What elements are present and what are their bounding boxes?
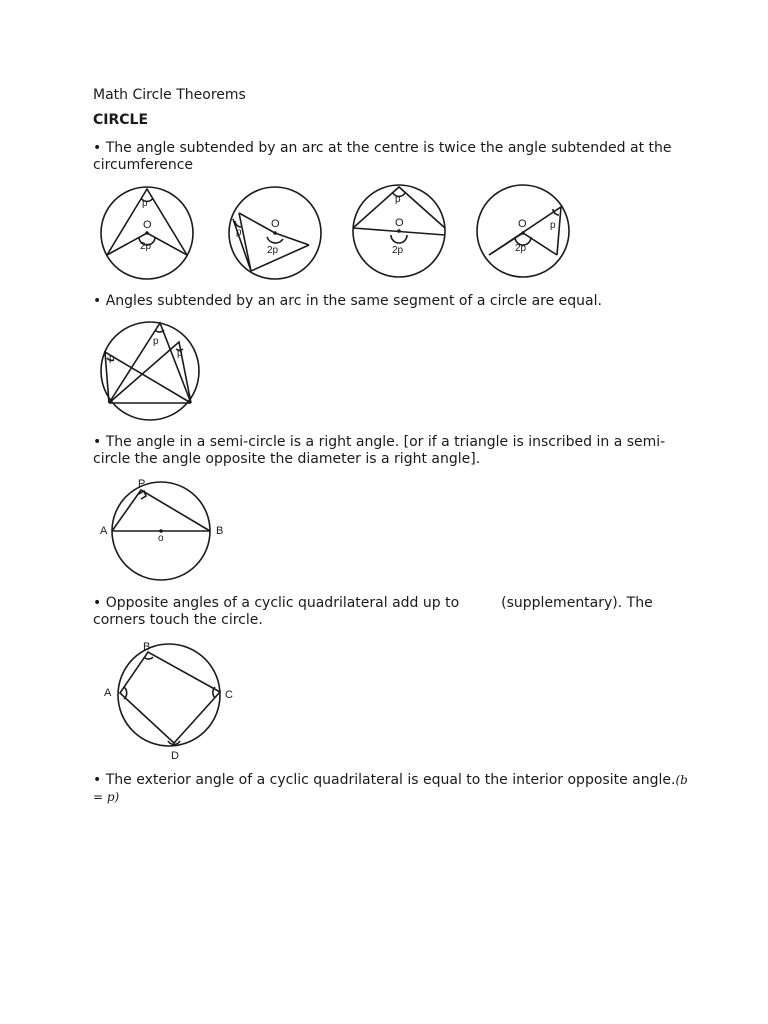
angle-label-2p: 2p bbox=[515, 243, 527, 254]
angle-label-2p: 2p bbox=[392, 245, 404, 256]
theorem-centre-angle-text: • The angle subtended by an arc at the centre is twice the angle subtended at the circumference bbox=[93, 140, 672, 173]
angle-label-p: p bbox=[153, 336, 159, 347]
theorem-exterior-angle-text bbox=[93, 772, 693, 806]
centre-label: O bbox=[395, 217, 404, 229]
theorem-cyclic-quadrilateral-text bbox=[93, 595, 693, 629]
point-label-d: D bbox=[171, 750, 179, 762]
point-label-c: C bbox=[225, 689, 233, 701]
centre-angle-diagram-3 bbox=[353, 185, 445, 277]
angle-label-p: p bbox=[236, 227, 242, 238]
centre-label: O bbox=[271, 218, 280, 230]
centre-label: O bbox=[143, 219, 152, 231]
centre-angle-diagrams bbox=[95, 183, 585, 283]
exterior-angle-equation: (b = p) bbox=[93, 773, 688, 804]
centre-label: o bbox=[158, 533, 164, 544]
centre-label: O bbox=[518, 218, 527, 230]
point-label-a: A bbox=[100, 525, 108, 537]
point-label-b: B bbox=[143, 641, 151, 653]
cyclic-quadrilateral-text-end: (supplementary). The corners touch the circle. bbox=[93, 595, 653, 628]
section-heading: CIRCLE bbox=[93, 112, 149, 128]
centre-angle-diagram-1 bbox=[101, 187, 193, 279]
point-label-p: P bbox=[138, 478, 146, 490]
centre-angle-diagram-4 bbox=[477, 185, 569, 277]
theorem-semicircle-text: • The angle in a semi-circle is a right angle. [or if a triangle is inscribed in a semi-circle the angle opposite the diameter is a right angle]. bbox=[93, 434, 666, 467]
centre-angle-diagram-2 bbox=[229, 187, 321, 279]
document-title: Math Circle Theorems bbox=[93, 87, 246, 103]
point-label-b: B bbox=[216, 525, 224, 537]
angle-label-p: p bbox=[177, 348, 183, 359]
cyclic-quadrilateral-diagram bbox=[100, 637, 245, 765]
angle-label-p: p bbox=[395, 194, 401, 205]
angle-label-p: p bbox=[109, 353, 115, 364]
exterior-angle-text: • The exterior angle of a cyclic quadrilateral is equal to the interior opposite angle. bbox=[93, 772, 676, 788]
angle-label-p: p bbox=[142, 198, 148, 209]
semicircle-diagram bbox=[95, 475, 235, 585]
angle-label-2p: 2p bbox=[140, 241, 152, 252]
theorem-same-segment-text: • Angles subtended by an arc in the same segment of a circle are equal. bbox=[93, 293, 602, 309]
point-label-a: A bbox=[104, 687, 112, 699]
cyclic-quadrilateral-text-start: • Opposite angles of a cyclic quadrilateral add up to bbox=[93, 595, 460, 611]
same-segment-diagram bbox=[95, 318, 207, 424]
angle-label-p: p bbox=[550, 220, 556, 231]
angle-label-2p: 2p bbox=[267, 245, 279, 256]
